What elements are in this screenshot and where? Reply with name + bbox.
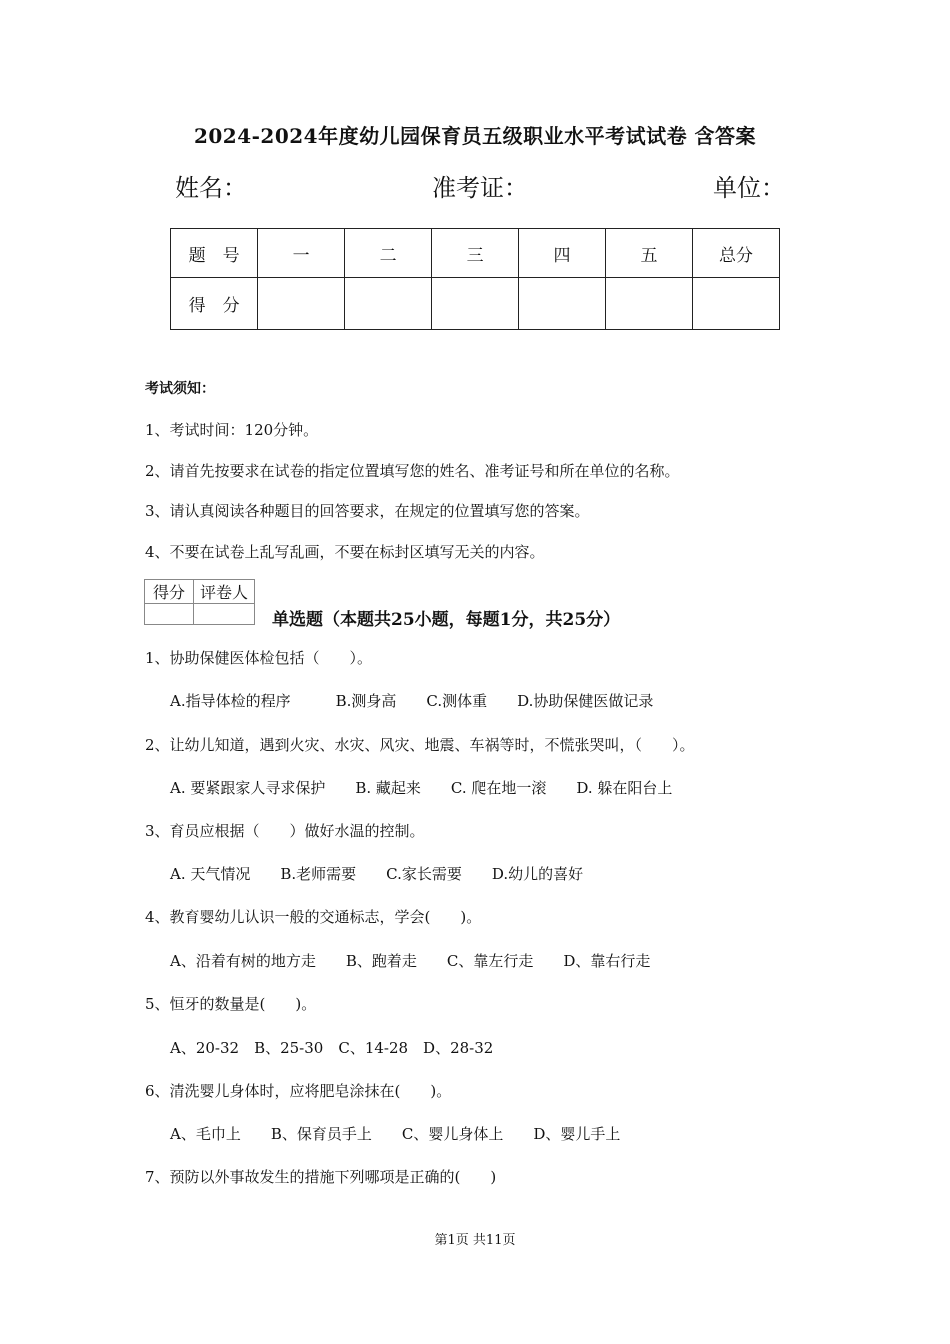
question-2-options: A. 要紧跟家人寻求保护 B. 藏起来 C. 爬在地一滚 D. 躲在阳台上 — [170, 779, 673, 797]
grader-name-cell[interactable] — [194, 604, 255, 625]
question-4-options: A、沿着有树的地方走 B、跑着走 C、靠左行走 D、靠右行走 — [170, 952, 651, 970]
grader-score-label: 得分 — [145, 580, 194, 604]
exam-title: 2024-2024年度幼儿园保育员五级职业水平考试试卷 含答案 — [193, 124, 757, 148]
grader-box — [144, 579, 255, 625]
header-cell-1: 一 — [258, 229, 345, 278]
notice-item: 3、请认真阅读各种题目的回答要求，在规定的位置填写您的答案。 — [145, 502, 590, 520]
page-footer: 第1页 共11页 — [434, 1233, 516, 1248]
notice-item: 4、不要在试卷上乱写乱画，不要在标封区填写无关的内容。 — [145, 543, 545, 561]
score-table — [170, 228, 780, 330]
notice-title: 考试须知： — [145, 381, 215, 397]
header-cell-4: 四 — [519, 229, 606, 278]
name-label: 姓名： — [175, 174, 247, 202]
score-row-label: 得 分 — [171, 278, 258, 330]
question-6: 6、清洗婴儿身体时，应将肥皂涂抹在( )。 — [145, 1082, 452, 1100]
score-cell-total[interactable] — [692, 278, 779, 330]
header-cell-3: 三 — [432, 229, 519, 278]
question-2: 2、让幼儿知道，遇到火灾、水灾、风灾、地震、车祸等时，不慌张哭叫，（ ）。 — [145, 736, 695, 754]
question-5-options: A、20-32 B、25-30 C、14-28 D、28-32 — [170, 1039, 494, 1057]
question-7: 7、预防以外事故发生的措施下列哪项是正确的( ) — [145, 1168, 497, 1186]
exam-id-label: 准考证： — [432, 174, 528, 202]
header-cell-2: 二 — [345, 229, 432, 278]
question-6-options: A、毛巾上 B、保育员手上 C、婴儿身体上 D、婴儿手上 — [170, 1125, 621, 1143]
header-cell-question-number: 题 号 — [171, 229, 258, 278]
score-cell-2[interactable] — [345, 278, 432, 330]
question-3: 3、育员应根据（ ）做好水温的控制。 — [145, 822, 425, 840]
grader-score-cell[interactable] — [145, 604, 194, 625]
score-cell-4[interactable] — [519, 278, 606, 330]
score-cell-3[interactable] — [432, 278, 519, 330]
header-cell-5: 五 — [606, 229, 693, 278]
section-title: 单选题（本题共25小题，每题1分，共25分） — [272, 610, 621, 630]
question-5: 5、恒牙的数量是( )。 — [145, 995, 317, 1013]
candidate-info-line — [175, 168, 785, 204]
notice-item: 1、考试时间：120分钟。 — [145, 421, 319, 439]
notice-item: 2、请首先按要求在试卷的指定位置填写您的姓名、准考证号和所在单位的名称。 — [145, 462, 680, 480]
header-cell-total: 总分 — [692, 229, 779, 278]
score-cell-5[interactable] — [606, 278, 693, 330]
score-table-header-row — [171, 229, 780, 278]
question-3-options: A. 天气情况 B.老师需要 C.家长需要 D.幼儿的喜好 — [170, 865, 584, 883]
score-cell-1[interactable] — [258, 278, 345, 330]
unit-label: 单位： — [713, 174, 785, 202]
score-table-score-row — [171, 278, 780, 330]
question-4: 4、教育婴幼儿认识一般的交通标志，学会( )。 — [145, 908, 482, 926]
question-1: 1、协助保健医体检包括（ ）。 — [145, 649, 373, 667]
grader-name-label: 评卷人 — [194, 580, 255, 604]
question-1-options: A.指导体检的程序 B.测身高 C.测体重 D.协助保健医做记录 — [170, 692, 654, 710]
